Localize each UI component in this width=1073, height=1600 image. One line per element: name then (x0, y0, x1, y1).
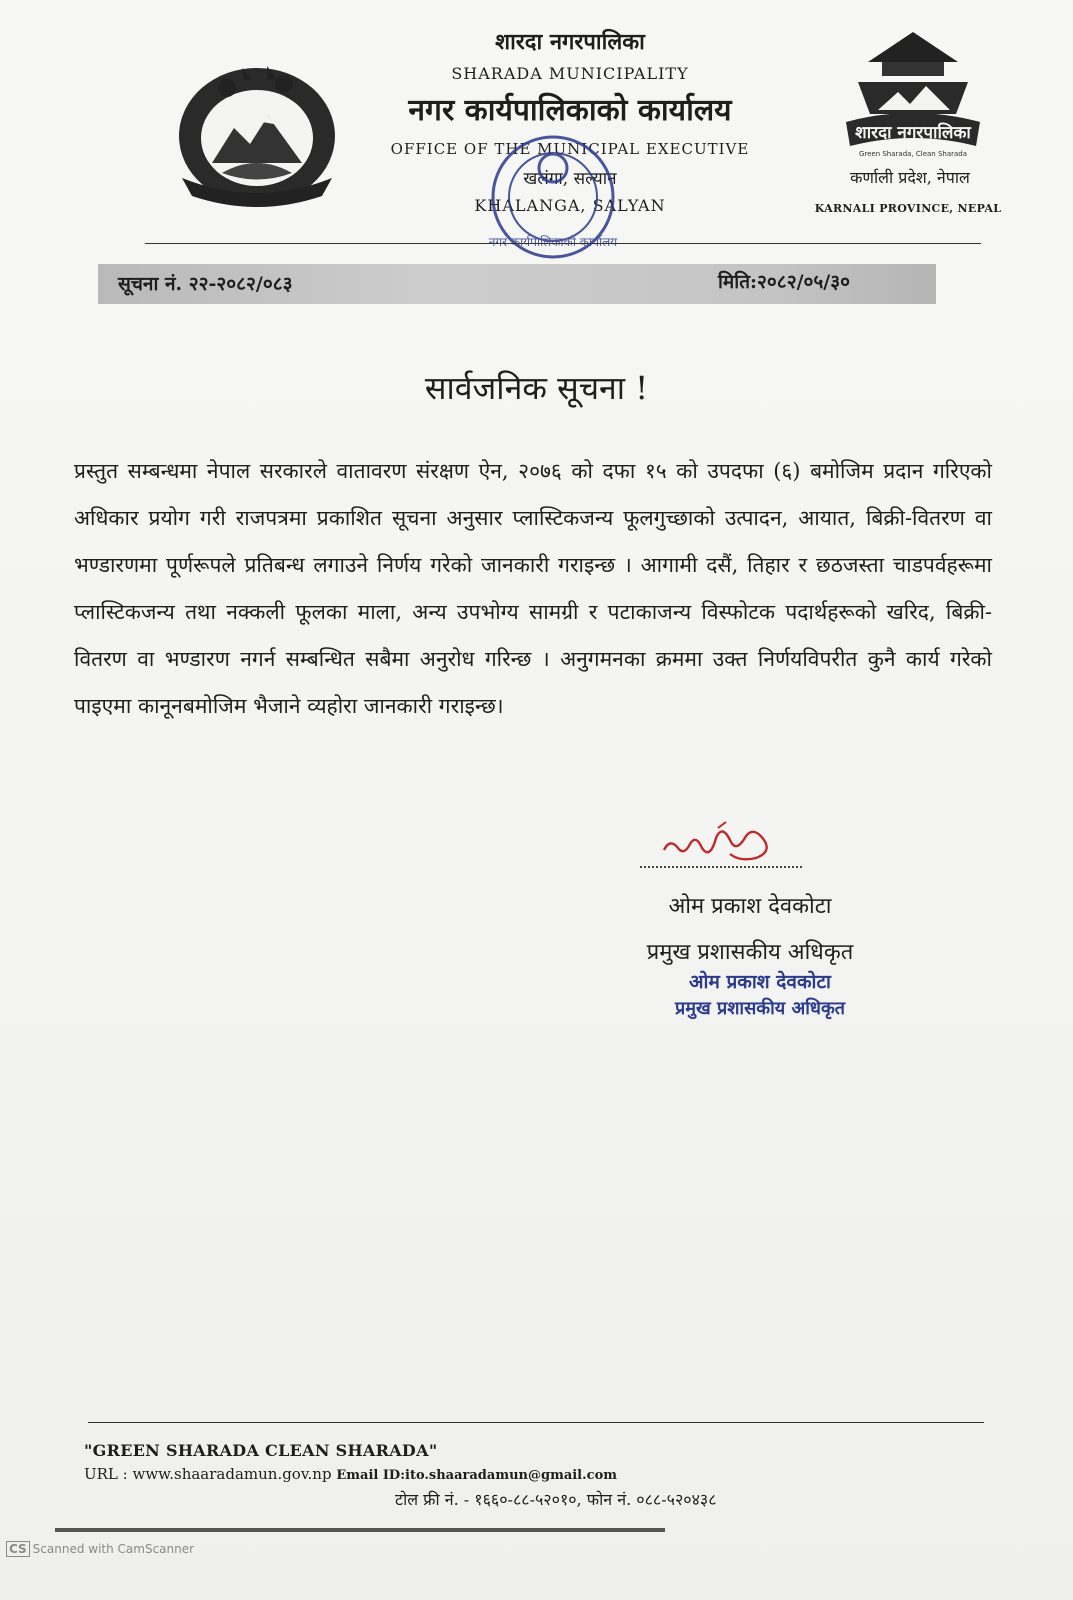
svg-text:नगर कार्यपालिकाको कार्यालय: नगर कार्यपालिकाको कार्यालय (488, 235, 618, 249)
svg-text:शारदा नगरपालिका: शारदा नगरपालिका (855, 123, 971, 143)
office-stamp-icon (478, 128, 628, 266)
seal-signatory-designation: प्रमुख प्रशासकीय अधिकृत (674, 998, 846, 1019)
address-en: KHALANGA, SALYAN (474, 196, 666, 215)
notice-title: सार्वजनिक सूचना ! (424, 369, 649, 407)
municipality-logo-icon (838, 26, 988, 161)
header-divider (145, 243, 981, 244)
municipality-name-np: शारदा नगरपालिका (495, 29, 645, 55)
address-np: खलंगा, सल्यान (523, 169, 617, 189)
signature-mark (660, 820, 780, 872)
scan-edge-strip (55, 1528, 665, 1532)
notice-date: मिति:२०८२/०५/३० (718, 271, 850, 293)
notice-number: सूचना नं. २२-२०८२/०८३ (118, 273, 293, 295)
office-name-np: नगर कार्यपालिकाको कार्यालय (408, 93, 732, 128)
footer-divider (88, 1422, 984, 1423)
nepal-emblem-icon (172, 58, 342, 208)
office-name-en: OFFICE OF THE MUNICIPAL EXECUTIVE (390, 140, 750, 158)
footer-url: URL : www.shaaradamun.gov.np (84, 1465, 332, 1483)
camscanner-icon: CS (6, 1541, 30, 1557)
province-np: कर्णाली प्रदेश, नेपाल (850, 168, 970, 187)
footer-phone: टोल फ्री नं. - १६६०-८८-५२०१०, फोन नं. ०८८-५२०४३८ (395, 1490, 717, 1509)
signatory-designation: प्रमुख प्रशासकीय अधिकृत (646, 940, 854, 965)
scanner-watermark (6, 1541, 194, 1557)
footer-email: Email ID:ito.shaaradamun@gmail.com (336, 1468, 617, 1483)
footer-contact (84, 1465, 617, 1483)
signature-line (640, 866, 802, 868)
seal-signatory-name: ओम प्रकाश देवकोटा (689, 971, 831, 993)
municipality-name-en: SHARADA MUNICIPALITY (451, 64, 689, 83)
scanner-watermark-text: Scanned with CamScanner (32, 1542, 195, 1556)
svg-text:Green Sharada, Clean Sharada: Green Sharada, Clean Sharada (858, 150, 968, 158)
province-en: KARNALI PROVINCE, NEPAL (814, 202, 1002, 215)
footer-slogan: "GREEN SHARADA CLEAN SHARADA" (84, 1441, 438, 1460)
notice-body: प्रस्तुत सम्बन्धमा नेपाल सरकारले वातावरण संरक्षण ऐन, २०७६ को दफा १५ को उपदफा (६) बमोजिम प्रदान गरिएको अधिकार प्रयोग गरी राजपत्रमा प्रकाशित सूचना अनुसार प्लास्टिकजन्य फूलगुच्छाको उत्पादन, आयात, बिक्री-वितरण वा भण्डारणमा पूर्णरूपले प्रतिबन्ध लगाउने निर्णय गरेको जानकारी गराइन्छ । आगामी दसैं, तिहार र छठजस्ता चाडपर्वहरूमा प्लास्टिकजन्य तथा नक्कली फूलका माला, अन्य उपभोग्य सामग्री र पटाकाजन्य विस्फोटक पदार्थहरूको खरिद, बिक्री-वितरण वा भण्डारण नगर्न सम्बन्धित सबैमा अनुरोध गरिन्छ । अनुगमनका क्रममा उक्त निर्णयविपरीत कुनै कार्य गरेको पाइएमा कानूनबमोजिम भैजाने व्यहोरा जानकारी गराइन्छ। (74, 459, 992, 718)
signatory-name: ओम प्रकाश देवकोटा (668, 894, 832, 919)
